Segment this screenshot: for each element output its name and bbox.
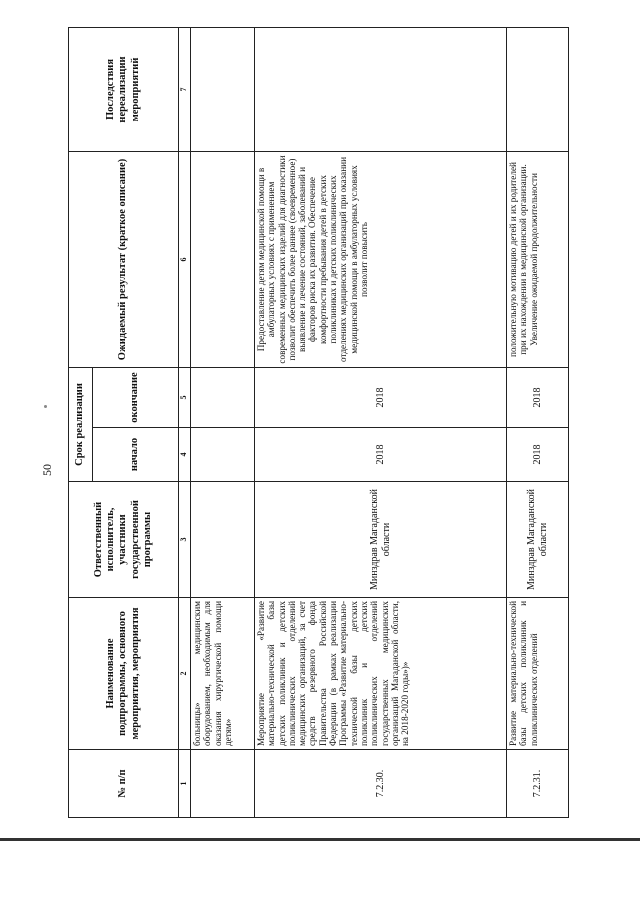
row-code: 7.2.31. <box>507 750 569 818</box>
row-end <box>191 368 255 428</box>
row-consequences <box>255 28 507 152</box>
index-cell-7: 7 <box>179 28 191 152</box>
rotated-table-frame <box>68 28 568 818</box>
row-consequences <box>507 28 569 152</box>
program-measures-table <box>68 27 569 818</box>
row-name: Развитие материально-технической базы детских поликлиник и поликлинических отделений <box>507 598 569 750</box>
page-number: 50 <box>40 464 54 476</box>
table-container <box>68 28 568 818</box>
row-result <box>191 152 255 368</box>
row-start <box>191 428 255 482</box>
row-executor <box>191 482 255 598</box>
index-cell-5: 5 <box>179 368 191 428</box>
header-name: Наименование подпрограммы, основного мероприятия, мероприятия <box>69 598 179 750</box>
header-result: Ожидаемый результат (краткое описание) <box>69 152 179 368</box>
index-cell-6: 6 <box>179 152 191 368</box>
bottom-rule <box>0 838 640 841</box>
row-name: больницы» медицинским оборудованием, необходимым для оказания хирургической помощи детям» <box>191 598 255 750</box>
row-executor: Минздрав Магаданской области <box>507 482 569 598</box>
row-executor: Минздрав Магаданской области <box>255 482 507 598</box>
row-code: 7.2.30. <box>255 750 507 818</box>
header-consequences: Последствия нереализации мероприятий <box>69 28 179 152</box>
index-cell-4: 4 <box>179 428 191 482</box>
header-executor: Ответственный исполнитель, участники государственной программы <box>69 482 179 598</box>
row-result: Предоставление детям медицинской помощи в амбулаторных условиях с применением современных медицинских изделий для диагностики позволит обеспечить более раннее (своевременное) выявление и лечение состояний, заболеваний и факторов риска их развития. Обеспечение комфортности пребывания детей в детских поликлиниках и детских поликлинических отделениях медицинских организаций при оказании медицинской помощи в амбулаторных условиях позволит повысить <box>255 152 507 368</box>
index-cell-3: 3 <box>179 482 191 598</box>
table-row <box>191 28 255 818</box>
index-cell-1: 1 <box>179 750 191 818</box>
row-code <box>191 750 255 818</box>
row-end: 2018 <box>507 368 569 428</box>
header-end: окончание <box>93 368 179 428</box>
row-result: положительную мотивацию детей и их родителей при их нахождении в медицинской организации. Увеличение ожидаемой продолжительности <box>507 152 569 368</box>
index-cell-2: 2 <box>179 598 191 750</box>
header-start: начало <box>93 428 179 482</box>
row-start: 2018 <box>255 428 507 482</box>
row-consequences <box>191 28 255 152</box>
table-row <box>255 28 507 818</box>
header-term: Срок реализации <box>69 368 93 482</box>
table-row <box>507 28 569 818</box>
header-number: № п/п <box>69 750 179 818</box>
row-start: 2018 <box>507 428 569 482</box>
row-end: 2018 <box>255 368 507 428</box>
scan-artifact <box>44 405 47 408</box>
row-name: Мероприятие «Развитие материально-технической базы детских поликлиник и детских поликлинических отделений медицинских организаций, за счет средств резервного фонда Правительства Российской Федерации (в рамках реализации Программы «Развитие материально-технической базы детских поликлиник и детских поликлинических отделений государственных медицинских организаций Магаданской области, на 2018-2020 годы»)» <box>255 598 507 750</box>
